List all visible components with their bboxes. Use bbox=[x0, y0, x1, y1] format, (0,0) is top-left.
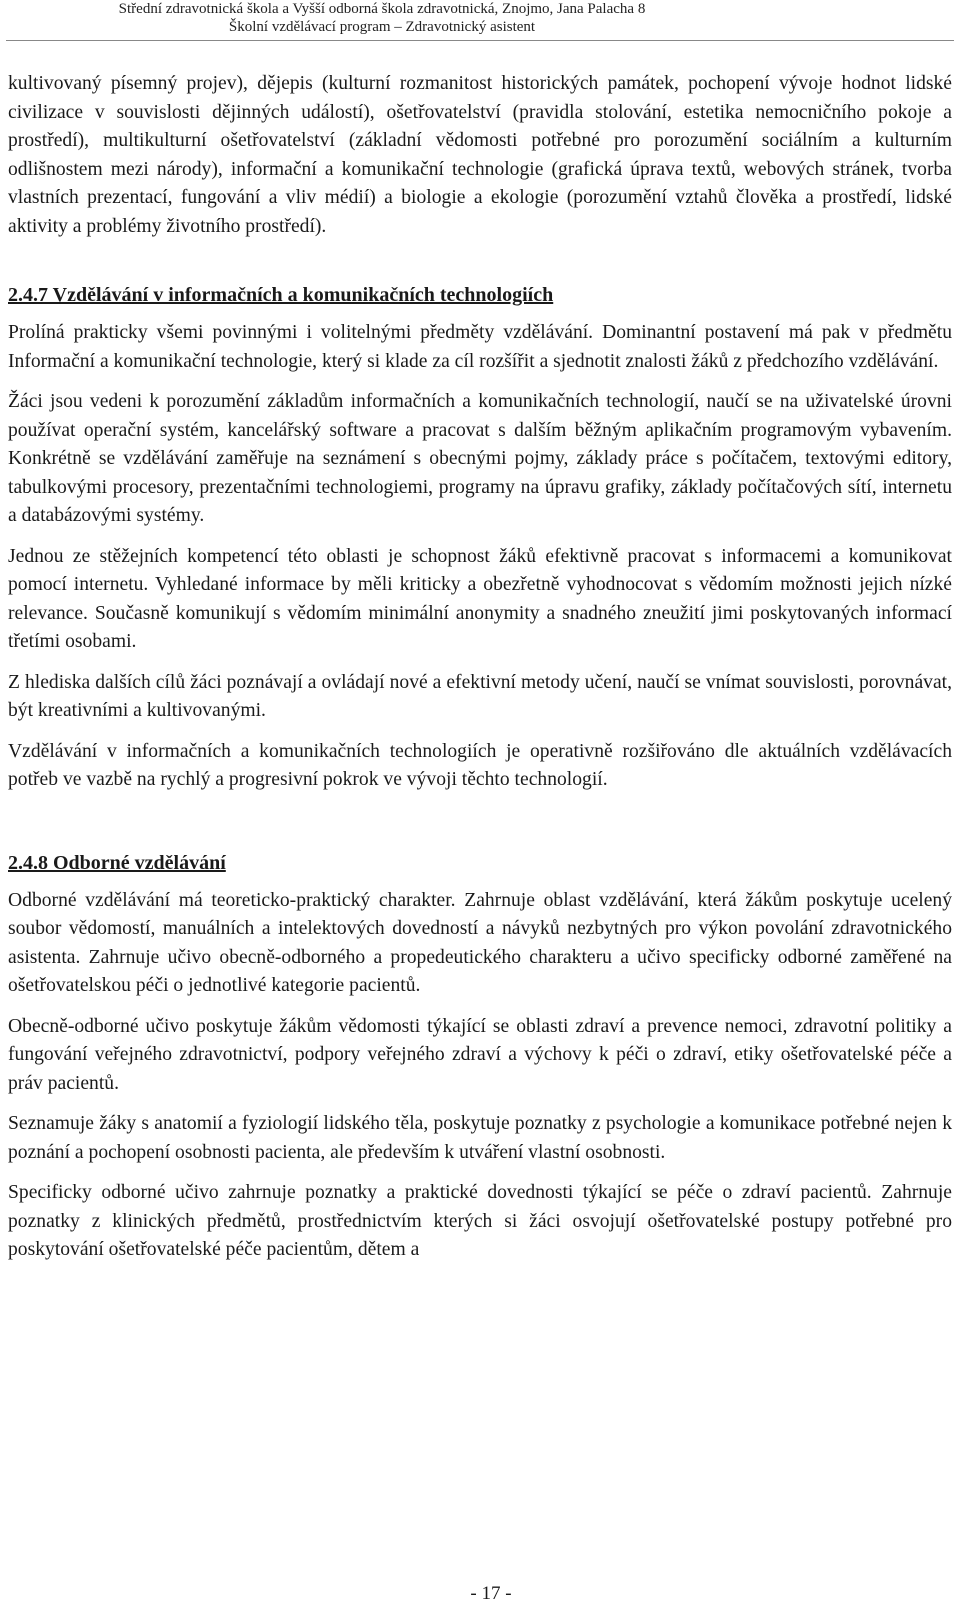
spacer bbox=[8, 253, 952, 281]
paragraph: Specificky odborné učivo zahrnuje poznatky a praktické dovednosti týkající se péče o zdraví pacientů. Zahrnuje poznatky z klinických předmětů, prostřednictvím kterých si žáci osvojují ošetřovatelské postupy potřebné pro poskytování ošetřovatelské péče pacientům, dětem a bbox=[8, 1182, 952, 1260]
section-heading-2-4-7: 2.4.7 Vzdělávání v informačních a komunikačních technologiích bbox=[8, 284, 554, 306]
paragraph: Žáci jsou vedeni k porozumění základům informačních a komunikačních technologií, naučí se na uživatelské úrovni používat operační systém, kancelářský software a pracovat s dalším běžným aplikačním programovým vybavením. Konkrétně se vzdělávání zaměřuje na seznámení s obecnými pojmy, základy práce s počítačem, textovými editory, tabulkovými procesory, prezentačními technologiemi, programy na úpravu grafiky, základy počítačových sítí, internetu a databázovými systémy. bbox=[8, 391, 952, 526]
paragraph: Seznamuje žáky s anatomií a fyziologií lidského těla, poskytuje poznatky z psychologie a komunikace potřebné nejen k poznání a pochopení osobnosti pacienta, ale především k utváření vlastní osobnosti. bbox=[8, 1113, 952, 1163]
page-header bbox=[0, 0, 960, 36]
section-heading-2-4-8: 2.4.8 Odborné vzdělávání bbox=[8, 851, 226, 874]
intro-paragraph: kultivovaný písemný projev), dějepis (kulturní rozmanitost historických památek, pochopení vývoje hodnot lidské civilizace v souvislosti dějinných událostí), ošetřovatelství (pravidla stolování, estetika nemocničního pokoje a prostředí), multikulturní ošetřovatelství (základní vědomosti potřebné pro porozumění sociálním a kulturním odlišnostem mezi národy), informační a komunikační technologie (grafická úprava textů, webových stránek, tvorba vlastních prezentací, fungování a vliv médií) a biologie a ekologie (porozumění vztahů člověka a prostředí, lidské aktivity a problémy životního prostředí). bbox=[8, 73, 952, 237]
paragraph: Z hlediska dalších cílů žáci poznávají a ovládají nové a efektivní metody učení, naučí se vnímat souvislosti, porovnávat, být kreativními a kultivovanými. bbox=[8, 671, 952, 721]
paragraph: Prolíná prakticky všemi povinnými i volitelnými předměty vzdělávání. Dominantní postavení má pak v předmětu Informační a komunikační technologie, který si klade za cíl rozšířit a sjednotit znalosti žáků z předchozího vzdělávání. bbox=[8, 322, 952, 372]
page-number: - 17 - bbox=[470, 1583, 512, 1604]
header-divider bbox=[6, 40, 954, 41]
paragraph: Obecně-odborné učivo poskytuje žákům vědomosti týkající se oblasti zdraví a prevence nemoci, zdravotní politiky a fungování veřejného zdravotnictví, podpory veřejného zdraví a výchovy k péči o zdraví, etiky ošetřovatelské péče a práv pacientů. bbox=[8, 1015, 952, 1094]
page-content bbox=[8, 70, 952, 1277]
paragraph: Jednou ze stěžejních kompetencí této oblasti je schopnost žáků efektivně pracovat s informacemi a komunikovat pomocí internetu. Vyhledané informace by měli kriticky a obezřetně vyhodnocovat s vědomím možnosti jejich nízké relevance. Současně komunikují s vědomím minimální anonymity a snadného zneužití jimi poskytovaných informací třetími osobami. bbox=[8, 545, 952, 652]
header-program-name: Školní vzdělávací program – Zdravotnický asistent bbox=[228, 19, 536, 35]
paragraph: Odborné vzdělávání má teoreticko-praktický charakter. Zahrnuje oblast vzdělávání, která žákům poskytuje ucelený soubor vědomostí, manuálních a intelektových dovedností a návyků nezbytných pro výkon povolání zdravotnického asistenta. Zahrnuje učivo obecně-odborného a propedeutického charakteru a učivo specificky odborné zaměřené na ošetřovatelskou péči o jednotlivé kategorie pacientů. bbox=[8, 889, 952, 996]
header-school-name: Střední zdravotnická škola a Vyšší odborná škola zdravotnická, Znojmo, Jana Palacha 8 bbox=[118, 1, 646, 17]
paragraph: Vzdělávání v informačních a komunikačních technologiích je operativně rozšiřováno dle aktuálních vzdělávacích potřeb ve vazbě na rychlý a progresivní pokrok ve vývoji těchto technologií. bbox=[8, 740, 952, 790]
page-footer bbox=[0, 1582, 960, 1606]
spacer bbox=[8, 807, 952, 849]
